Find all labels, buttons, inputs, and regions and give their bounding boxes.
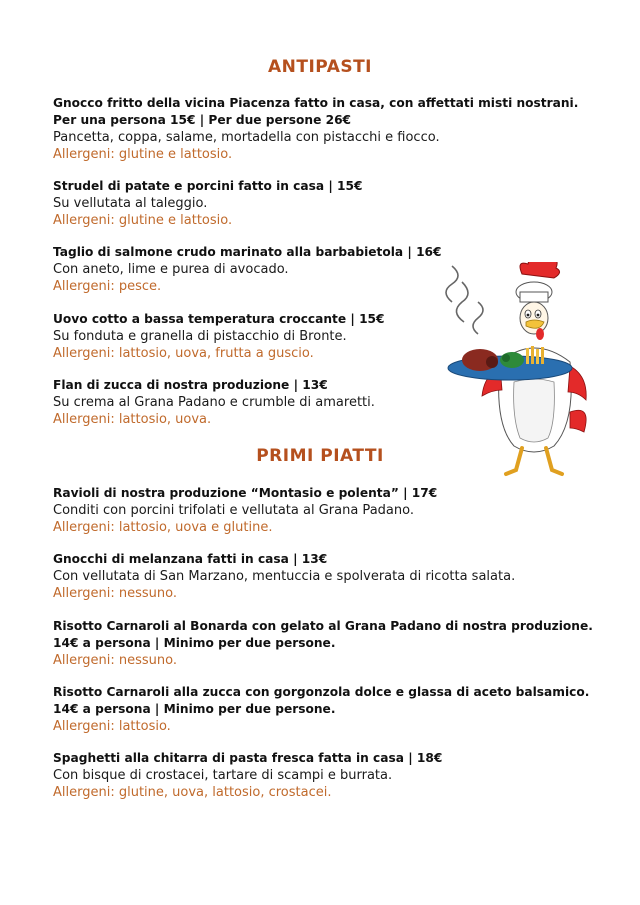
dish-gnocchi (53, 551, 613, 602)
section-title-antipasti: ANTIPASTI (267, 57, 373, 77)
dish-price: Per una persona 15€ | Per due persone 26€ (53, 113, 352, 127)
dish-strudel (53, 178, 613, 229)
chef-rooster-illustration (430, 262, 590, 482)
dish-price: 14€ a persona | Minimo per due persone. (53, 636, 336, 650)
dish-name: Spaghetti alla chitarra di pasta fresca fatta in casa | 18€ (53, 751, 443, 765)
dish-description: Pancetta, coppa, salame, mortadella con pistacchi e fiocco. (53, 130, 440, 145)
dish-risotto-bonarda (53, 618, 613, 669)
dish-allergens: Allergeni: lattosio, uova. (53, 412, 212, 427)
dish-allergens: Allergeni: glutine e lattosio. (53, 147, 233, 162)
dish-name: Strudel di patate e porcini fatto in casa | 15€ (53, 179, 363, 193)
dish-ravioli (53, 485, 613, 536)
dish-allergens: Allergeni: nessuno. (53, 653, 177, 668)
dish-name: Risotto Carnaroli alla zucca con gorgonzola dolce e glassa di aceto balsamico. (53, 685, 590, 699)
dish-allergens: Allergeni: glutine, uova, lattosio, crostacei. (53, 785, 332, 800)
section-title-primi: PRIMI PIATTI (256, 446, 384, 466)
dish-description: Su vellutata al taleggio. (53, 196, 208, 211)
dish-description: Su crema al Grana Padano e crumble di amaretti. (53, 395, 375, 410)
dish-allergens: Allergeni: lattosio. (53, 719, 171, 734)
dish-allergens: Allergeni: lattosio, uova e glutine. (53, 520, 273, 535)
dish-allergens: Allergeni: glutine e lattosio. (53, 213, 233, 228)
dish-description: Conditi con porcini trifolati e vellutata al Grana Padano. (53, 503, 414, 518)
dish-name: Taglio di salmone crudo marinato alla barbabietola | 16€ (53, 245, 442, 259)
dish-risotto-zucca (53, 684, 613, 735)
dish-description: Con aneto, lime e purea di avocado. (53, 262, 289, 277)
dish-allergens: Allergeni: nessuno. (53, 586, 177, 601)
dish-name: Uovo cotto a bassa temperatura croccante | 15€ (53, 312, 385, 326)
dish-description: Su fonduta e granella di pistacchio di Bronte. (53, 329, 347, 344)
dish-name: Risotto Carnaroli al Bonarda con gelato al Grana Padano di nostra produzione. (53, 619, 593, 633)
dish-name: Gnocchi di melanzana fatti in casa | 13€ (53, 552, 328, 566)
dish-name: Ravioli di nostra produzione “Montasio e polenta” | 17€ (53, 486, 438, 500)
dish-description: Con vellutata di San Marzano, mentuccia e spolverata di ricotta salata. (53, 569, 516, 584)
dish-name: Gnocco fritto della vicina Piacenza fatto in casa, con affettati misti nostrani. (53, 96, 579, 110)
dish-allergens: Allergeni: pesce. (53, 279, 162, 294)
dish-description: Con bisque di crostacei, tartare di scampi e burrata. (53, 768, 393, 783)
dish-spaghetti (53, 750, 613, 801)
dish-name: Flan di zucca di nostra produzione | 13€ (53, 378, 328, 392)
dish-price: 14€ a persona | Minimo per due persone. (53, 702, 336, 716)
dish-allergens: Allergeni: lattosio, uova, frutta a guscio. (53, 346, 314, 361)
dish-gnocco-fritto (53, 95, 613, 163)
